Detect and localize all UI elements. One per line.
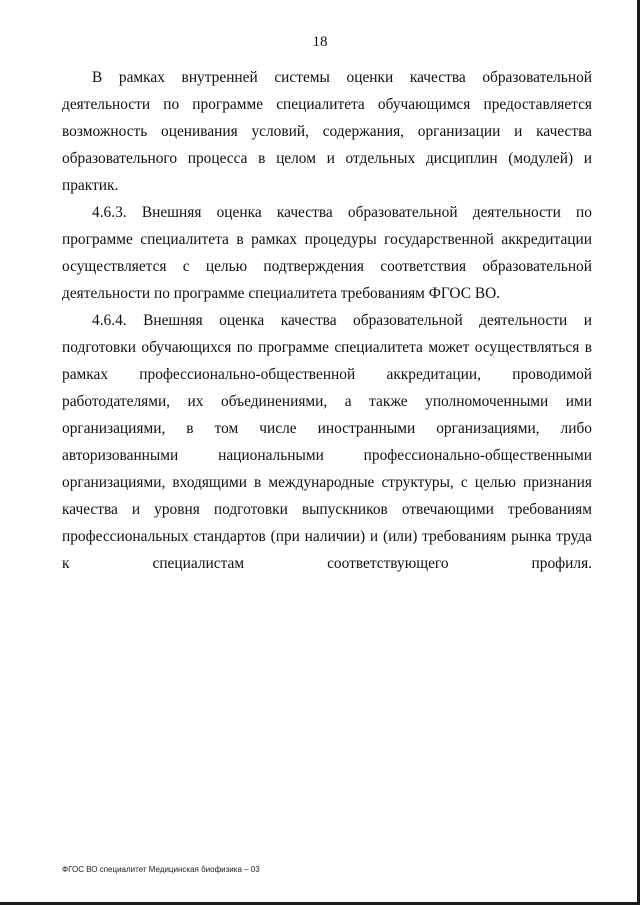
paragraph-internal-assessment: В рамках внутренней системы оценки качества образовательной деятельности по программе специалитета обучающимся предоставляется возможность оценивания условий, содержания, организации и качества образовательного процесса в целом и отдельных дисциплин (модулей) и практик.	[62, 69, 592, 194]
page-number: 18	[312, 34, 328, 50]
document-body	[62, 64, 592, 577]
paragraph-4-6-4: 4.6.4. Внешняя оценка качества образовательной деятельности и подготовки обучающихся по программе специалитета может осуществляться в рамках профессионально-общественной аккредитации, проводимой работодателями, их объединениями, а также уполномоченными ими организациями, в том числе иностранными организациями, либо авторизованными национальными профессионально-общественными организациями, входящими в международные структуры, с целью признания качества и уровня подготовки выпускников отвечающими требованиям профессиональных стандартов (при наличии) и (или) требованиям рынка труда к специалистам соответствующего профиля.	[62, 312, 592, 572]
paragraph-4-6-3: 4.6.3. Внешняя оценка качества образовательной деятельности по программе специалитета в рамках процедуры государственной аккредитации осуществляется с целью подтверждения соответствия образовательной деятельности по программе специалитета требованиям ФГОС ВО.	[62, 204, 592, 302]
document-footer: ФГОС ВО специалитет Медицинская биофизика – 03	[62, 865, 260, 874]
